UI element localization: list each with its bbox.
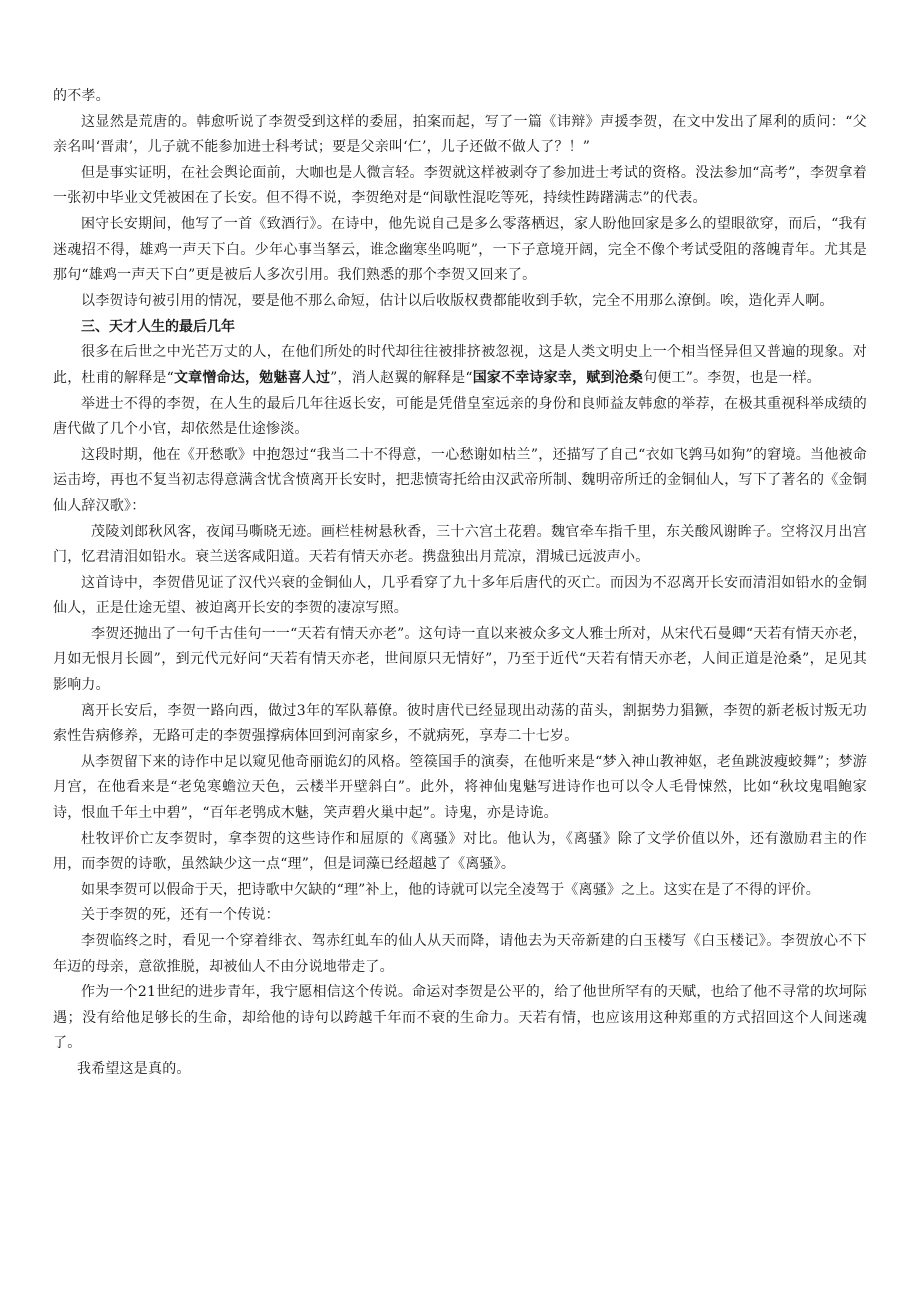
paragraph-style: 从李贺留下来的诗作中足以窥见他奇丽诡幻的风格。箜篌国手的演奏，在他听来是“梦入神山教神妪，老鱼跳波瘦蛟舞”；梦游月宫，在他看来是“老兔寒蟾泣天色，云楼半开壁斜白”。此外，将神仙鬼魅写进诗作也可以令人毛骨悚然，比如“秋坟鬼唱鲍家诗，恨血千年土中碧”，“百年老鸮成木魅，笑声碧火巢中起”。诗鬼，亦是诗诡。 (53, 753, 867, 822)
paragraph-closing: 我希望这是真的。 (77, 1060, 191, 1077)
section-heading: 三、天才人生的最后几年 (81, 319, 235, 336)
du-fu-quote: 文章憎命达，勉魅喜人过 (173, 369, 331, 386)
paragraph-death: 离开长安后，李贺一路向西，做过3年的军队幕僚。彼时唐代已经显现出动荡的苗头，割据势力猖獗，李贺的新老板讨叛无功索性告病修养，无路可走的李贺强撑病体回到河南家乡，不就病死，享寿二十七岁。 (53, 702, 867, 745)
du-fu-text-1: 很多在后世之中光芒万丈的人，在他们所处的时代却往往被排挤被忽视，这是人类文明史上一个相当怪异但又普遍的现象。对此，杜甫的解释是“ (53, 344, 867, 386)
paragraph-legend-intro: 关于李贺的死，还有一个传说： (81, 907, 280, 924)
du-fu-text-3: 句便工”。李贺，也是一样。 (643, 369, 821, 386)
paragraph-poem-analysis: 这首诗中，李贺借见证了汉代兴衰的金铜仙人，几乎看穿了九十多年后唐代的灭亡。而因为不忍离开长安而清泪如铅水的金铜仙人，正是仕途无望、被迫离开长安的李贺的凄凉写照。 (53, 574, 867, 617)
zhao-yi-quote: 国家不幸诗家幸，赋到沧桑 (472, 369, 644, 386)
paragraph-minor-offices: 举进士不得的李贺，在人生的最后几年往返长安，可能是凭借皇室远亲的身份和良师益友韩愈的举荐，在极其重视科举成绩的唐代做了几个小官，却依然是仕途惨淡。 (53, 395, 867, 438)
document-page (53, 84, 867, 1083)
paragraph-du-mu: 杜牧评价亡友李贺时，拿李贺的这些诗作和屈原的《离骚》对比。他认为，《离骚》除了文学价值以外，还有激励君主的作用，而李贺的诗歌，虽然缺少这一点“理”，但是词藻已经超越了《离骚》。 (53, 830, 867, 873)
paragraph-kai-chou-ge: 这段时期，他在《开愁歌》中抱怨过“我当二十不得意，一心愁谢如枯兰”，还描写了自己“衣如飞鹑马如狗”的窘境。当他被命运击垮，再也不复当初志得意满含忧含愤离开长安时，把悲愤寄托给由汉武帝所制、魏明帝所迁的金铜仙人，写下了著名的《金铜仙人辞汉歌》： (53, 446, 867, 514)
paragraph-legend: 李贺临终之时，看见一个穿着绯衣、驾赤红虬车的仙人从天而降，请他去为天帝新建的白玉楼写《白玉楼记》。李贺放心不下年迈的母亲，意欲推脱，却被仙人不由分说地带走了。 (53, 933, 867, 975)
paragraph-tian-ruo-you-qing: 李贺还抛出了一句千古佳句一一“天若有情天亦老”。这句诗一直以来被众多文人雅士所对，从宋代石曼卿“天若有情天亦老，月如无恨月长圆”，到元代元好问“天若有情天亦老，世间原只无情好”，乃至于近代“天若有情天亦老，人间正道是沧桑”，足见其影响力。 (53, 625, 867, 694)
paragraph-han-yu: 这显然是荒唐的。韩愈听说了李贺受到这样的委屈，拍案而起，写了一篇《讳辩》声援李贺，在文中发出了犀利的质问：“父亲名叫‘晋肃’，儿子就不能参加进士科考试；要是父亲叫‘仁’，儿子还做不做人了？！” (53, 113, 867, 156)
paragraph-zhi-jiu-xing: 困守长安期间，他写了一首《致酒行》。在诗中，他先说自己是多么零落栖迟，家人盼他回家是多么的望眼欲穿，而后，“我有迷魂招不得，雄鸡一声天下白。少年心事当拏云，谁念幽寒坐呜呃”，一下子意境开阔，完全不像个考试受阻的落魄青年。尤其是那句“雄鸡一声天下白”更是被后人多次引用。我们熟悉的那个李贺又回来了。 (53, 215, 867, 284)
paragraph-du-fu (53, 340, 867, 391)
paragraph-continuation: 的不孝。 (53, 88, 110, 104)
paragraph-belief: 作为一个21世纪的进步青年，我宁愿相信这个传说。命运对李贺是公平的，给了他世所罕有的天赋，也给了他不寻常的坎坷际遇；没有给他足够长的生命，却给他的诗句以跨越千年而不衰的生命力。天若有情，也应该用这种郑重的方式招回这个人间迷魂了。 (53, 984, 867, 1052)
paragraph-li-sao: 如果李贺可以假命于天，把诗歌中欠缺的“理”补上，他的诗就可以完全凌驾于《离骚》之上。这实在是了不得的评价。 (81, 881, 820, 898)
paragraph-citations: 以李贺诗句被引用的情况，要是他不那么命短，估计以后收版权费都能收到手软，完全不用那么潦倒。唉，造化弄人啊。 (81, 292, 834, 309)
paragraph-exam-ban: 但是事实证明，在社会舆论面前，大咖也是人微言轻。李贺就这样被剥夺了参加进士考试的资格。没法参加“高考”，李贺拿着一张初中毕业文凭被困在了长安。但不得不说，李贺绝对是“间歇性混吃等死，持续性踌躇满志”的代表。 (53, 164, 867, 207)
du-fu-text-2: ”，消人赵翼的解释是“ (330, 369, 473, 386)
poem-jin-tong-xian-ren: 茂陵刘郎秋风客，夜闻马嘶晓无迹。画栏桂树悬秋香，三十六宫土花碧。魏官牵车指千里，东关酸风谢眸子。空将汉月出宫门，忆君清泪如铅水。衰兰送客咸阳道。天若有情天亦老。携盘独出月荒凉，渭城已远波声小。 (53, 523, 867, 566)
